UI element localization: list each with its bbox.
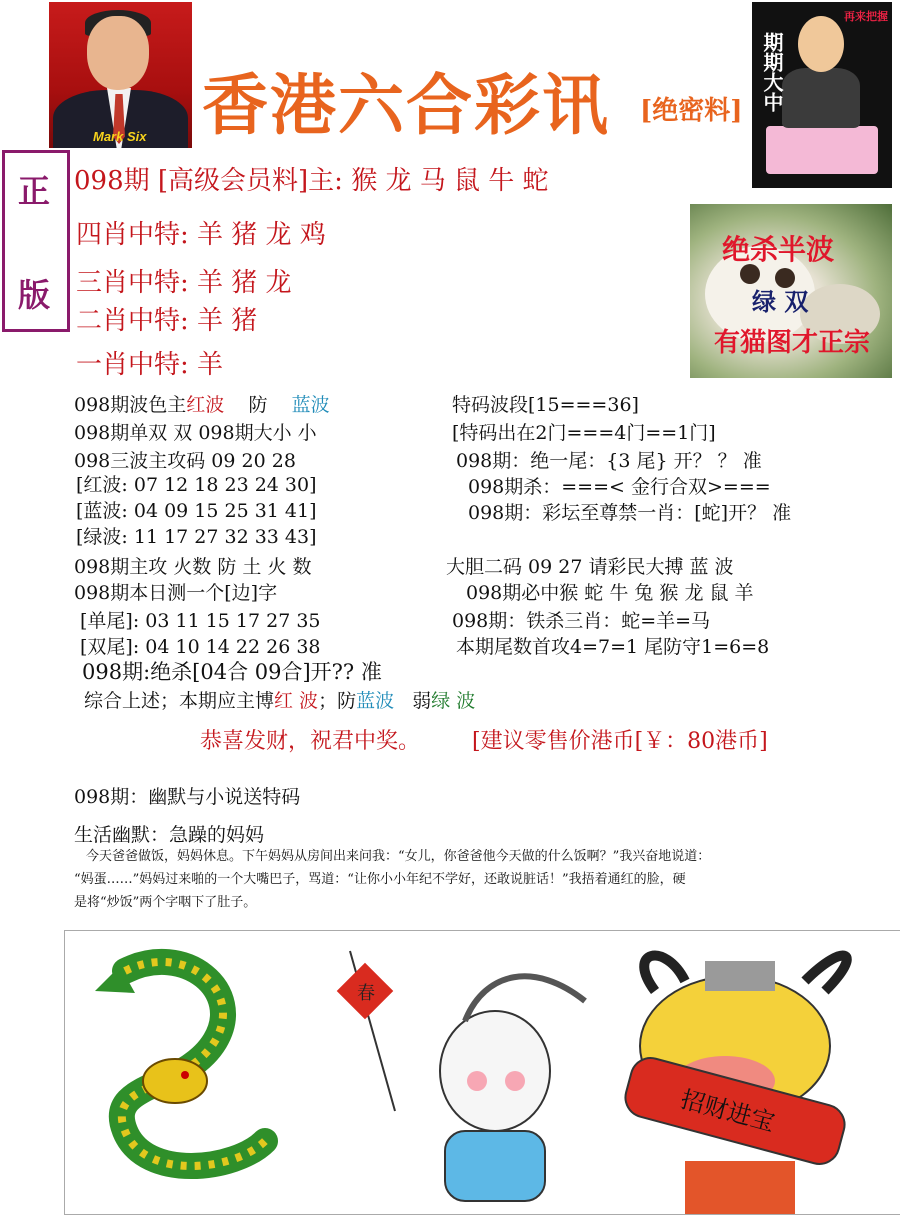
ban-line: 098期：彩坛至尊禁一肖：[蛇]开？ 准	[468, 502, 792, 524]
wave-prefix: 098期波色主	[74, 394, 187, 416]
kill-five-line: 098期杀：===< 金行合双>===	[468, 476, 771, 498]
tail-kill-line: 098期：绝一尾：{3 尾} 开？ ？ 准	[456, 450, 762, 472]
summary-line	[84, 686, 475, 713]
cat-caption-2: 绿 双	[752, 287, 809, 316]
guess-char-line: 098期本日测一个[边]字	[74, 582, 278, 604]
green-wave-numbers: [绿波: 11 17 27 32 33 43]	[76, 526, 317, 548]
mascot-caption-right: 再来把握	[844, 10, 888, 23]
wave-guard-label: 防	[248, 394, 268, 416]
main-attack-line: 098期主攻 火数 防 土 火 数	[74, 556, 312, 578]
congrats-text: 恭喜发财，祝君中奖。	[200, 729, 421, 754]
bold-two-line: 大胆二码 09 27 请彩民大搏 蓝 波	[446, 556, 734, 578]
story-line-2: “妈蛋……”妈妈过来啪的一个大嘴巴子，骂道：“让你小小年纪不学好，还敢说脏话！”我捂着通红的脸，硬	[74, 872, 686, 887]
mascot-image	[752, 2, 892, 188]
main-picks: 098期 [高级会员料]主: 猴 龙 马 鼠 牛 蛇	[74, 166, 549, 196]
authentic-badge-char-2: 版	[18, 276, 51, 314]
ox-illustration	[621, 956, 849, 1214]
tail-first-line: 本期尾数首攻4=7=1 尾防守1=6=8	[456, 636, 770, 658]
zodiac-art-svg	[65, 931, 900, 1214]
cat-caption-1: 绝杀半波	[722, 233, 835, 266]
story-title: 生活幽默：急躁的妈妈	[74, 824, 265, 846]
summary-green: 绿 波	[431, 690, 476, 712]
story-line-1: 今天爸爸做饭，妈妈休息。下午妈妈从房间出来问我：“女儿，你爸爸他今天做的什么饭啊？”我兴奋地说道：	[86, 849, 711, 864]
summary-red: 红 波	[274, 690, 319, 712]
iron-kill-line: 098期：铁杀三肖：蛇=羊=马	[452, 610, 711, 632]
wave-color-line	[74, 390, 330, 417]
segment-line: 特码波段[15===36]	[452, 394, 639, 416]
one-zodiac: 一肖中特: 羊	[76, 350, 224, 380]
scroll-text: 招财进宝	[677, 1085, 778, 1138]
wave-guard: 蓝波	[291, 394, 330, 416]
blue-wave-numbers: [蓝波: 04 09 15 25 31 41]	[76, 500, 317, 522]
must-hit-line: 098期必中猴 蛇 牛 兔 猴 龙 鼠 羊	[466, 582, 754, 604]
dragon-illustration	[95, 962, 265, 1166]
story-heading: 098期：幽默与小说送特码	[74, 786, 301, 808]
couplet-char: 春	[357, 983, 375, 1004]
story-line-3: 是将“炒饭”两个字咽下了肚子。	[74, 895, 257, 910]
two-zodiac: 二肖中特: 羊 猪	[76, 306, 258, 336]
wave-main: 红波	[186, 394, 225, 416]
goat-illustration	[337, 951, 585, 1201]
summary-blue: 蓝波	[356, 690, 395, 712]
three-wave-line: 098三波主攻码 09 20 28	[74, 450, 296, 472]
mascot-caption-left: 期期大中	[760, 32, 784, 112]
double-tail-line: [双尾]: 04 10 14 22 26 38	[80, 636, 321, 658]
odd-even-line: 098期单双 双 098期大小 小	[74, 422, 317, 444]
four-zodiac: 四肖中特: 羊 猪 龙 鸡	[76, 220, 326, 250]
summary-mid: ；防	[318, 690, 357, 712]
price-text: [建议零售价港币[￥：80港币]	[472, 729, 768, 754]
three-zodiac: 三肖中特: 羊 猪 龙	[76, 268, 292, 298]
kill-line: 098期:绝杀[04合 09合]开?? 准	[82, 660, 382, 684]
single-tail-line: [单尾]: 03 11 15 17 27 35	[80, 610, 321, 632]
door-line: [特码出在2门===4门==1门]	[452, 422, 716, 444]
summary-weak: 弱	[412, 690, 432, 712]
page-title: 香港六合彩讯	[202, 66, 610, 144]
zodiac-illustrations	[64, 930, 900, 1215]
authentic-badge-char-1: 正	[18, 172, 51, 210]
red-wave-numbers: [红波: 07 12 18 23 24 30]	[76, 474, 317, 496]
cat-caption-3: 有猫图才正宗	[714, 328, 871, 358]
page-subtitle: [绝密料]	[640, 96, 743, 126]
mark-six-logo: Mark Six	[93, 129, 147, 144]
portrait-photo	[49, 2, 192, 148]
summary-prefix: 综合上述；本期应主博	[84, 690, 275, 712]
